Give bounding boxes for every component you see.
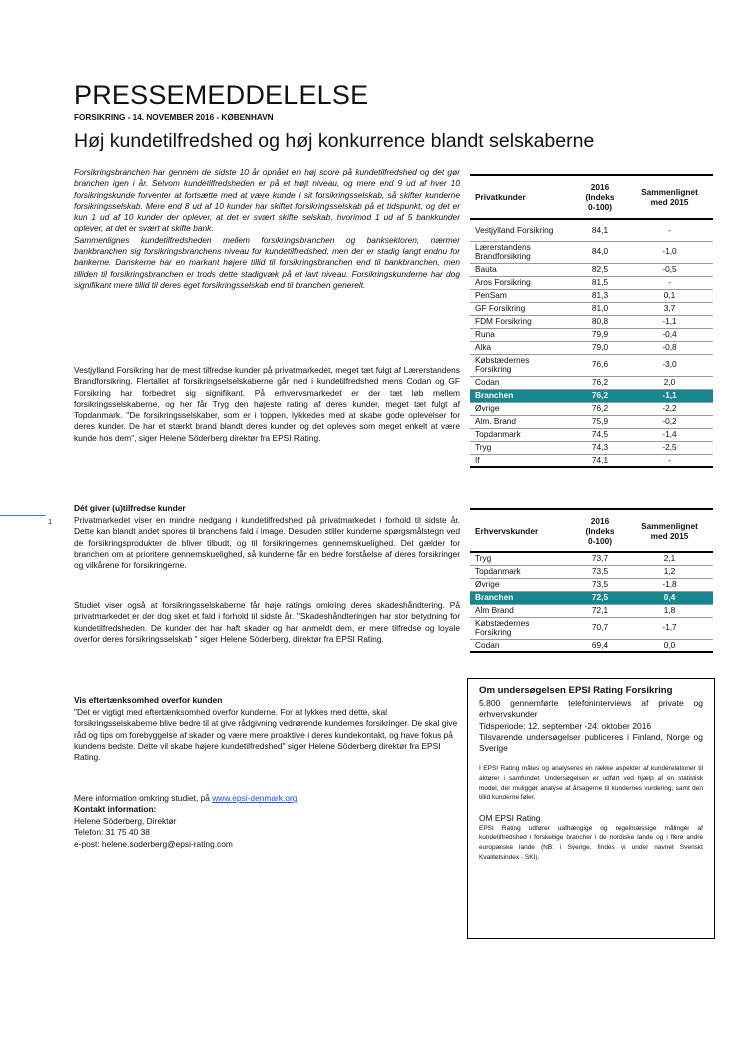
table-row [470,263,713,276]
index-value-cell: 70,7 [574,617,626,639]
table-row [470,341,713,354]
contact-name: Helene Söderberg, Direktør [74,816,177,826]
table-row [470,289,713,302]
private-customers-table [470,174,713,468]
company-name-cell: Tryg [470,441,574,454]
index-value-cell: 76,2 [574,402,626,415]
contact-email: e-post: helene.soderberg@epsi-rating.com [74,839,233,849]
index-value-cell: 81,5 [574,276,626,289]
change-value-cell: - [626,276,713,289]
company-name-cell: FDM Forsikring [470,315,574,328]
change-value-cell: 2,1 [626,552,713,565]
body-paragraph: Studiet viser også at forsikringsselskaberne får høje ratings omkring deres skadeshåndtering. På privatmarkedet er der dog sket et fald i forhold til sidste år. "Skadeshåndteringen har stor betydning for kundetilfredsheden. De kunder der har haft skader og har anmeldt dem, er mere tilfredse og loyale overfor deres forsikringsselskab " siger Helene Söderberg, direktør fra EPSI Rating. [74,600,460,644]
change-value-cell: -1,0 [626,241,713,263]
section-heading: Dét giver (u)tilfredse kunder [74,503,186,513]
company-name-cell: If [470,454,574,467]
change-value-cell: -0,2 [626,415,713,428]
company-name-cell: PenSam [470,289,574,302]
index-value-cell: 79,9 [574,328,626,341]
change-value-cell: 1,8 [626,604,713,617]
company-name-cell: Lærerstandens Brandforsikring [470,241,574,263]
page-number: 1 [48,517,53,526]
company-name-cell: Branchen [470,389,574,402]
change-value-cell: -2,5 [626,441,713,454]
body-paragraph: "Det er vigtigt med eftertænksomhed overfor kunderne. For at lykkes med dette, skal forsikringsselskaberne blive bedre til at give rådgivning vedrørende kundernes forsikringer. De skal give råd og tips om forebyggelse af skader og være mere proaktive i deres kundekontakt, og have fokus på kundens bedste. Dette vil skabe højere kundetilfredshed" siger Helene Söderberg direktør fra EPSI Rating. [74,707,458,763]
intro-section [74,167,460,291]
change-value-cell: -3,0 [626,354,713,376]
company-name-cell: Bauta [470,263,574,276]
table-row [470,302,713,315]
change-value-cell: - [626,454,713,467]
index-value-cell: 84,1 [574,219,626,241]
change-value-cell: 0,0 [626,639,713,652]
change-value-cell: -1,1 [626,315,713,328]
company-name-cell: Købstædernes Forsikring [470,354,574,376]
info-box-description: I EPSI Rating måles og analyseres en række aspekter af kunderelationer til aktører i samfundet. Undersøgelsen er udført ved hjælp af en statistisk model, der muliggør analyse af årsagerne til kundernes vurdering, samt den tillid kunderne føler. [479,765,703,802]
change-value-cell: -1,4 [626,428,713,441]
table-row [470,441,713,454]
company-name-cell: Alm Brand [470,604,574,617]
info-box-line: Tidsperiode: 12. september -24. oktober 2016 [479,720,652,731]
index-value-cell: 72,5 [574,591,626,604]
company-name-cell: Aros Forsikring [470,276,574,289]
table-row [470,639,713,652]
column-header: 2016 (Indeks 0-100) [574,509,626,552]
table-row [470,376,713,389]
change-value-cell: -1,8 [626,578,713,591]
index-value-cell: 81,0 [574,302,626,315]
info-box-line: 5.800 gennemførte telefoninterviews af private og erhvervskunder [479,698,703,720]
index-value-cell: 73,7 [574,552,626,565]
index-value-cell: 73,5 [574,578,626,591]
column-header: Sammenlignet med 2015 [626,509,713,552]
table-row [470,565,713,578]
contact-phone: Telefon: 31 75 40 38 [74,827,150,837]
info-box-title: Om undersøgelsen EPSI Rating Forsikring [479,685,673,696]
headline: Høj kundetilfredshed og høj konkurrence blandt selskaberne [74,130,595,152]
change-value-cell: - [626,219,713,241]
company-name-cell: Øvrige [470,578,574,591]
index-value-cell: 76,6 [574,354,626,376]
table-row [470,415,713,428]
survey-info-box [467,678,715,939]
change-value-cell: 1,2 [626,565,713,578]
company-name-cell: Codan [470,639,574,652]
table-row [470,591,713,604]
company-name-cell: Branchen [470,591,574,604]
intro-paragraph: Sammenlignes kundetilfredsheden mellem forsikringsbranchen og banksektoren, nærmer bankbranchen sig forsikringsbranchens niveau for kundetilfredshed, men der er stadig langt endnu for bankerne. Danskerne har en markant højere tillid til forsikringsbranchen end til bankbranchen, men tilliden til forsikringsbranchen er trods dette stadigvæk på et lavt niveau. Forsikringskunderne har dog signifikant mere tillid til deres eget forsikringsselskab end til branchen generelt. [74,234,460,290]
change-value-cell: 0,1 [626,289,713,302]
intro-paragraph: Forsikringsbranchen har gennem de sidste 10 år opnået en høj score på kundetilfredshed og det gør branchen igen i år. Selvom kundetilfredsheden er på et højt niveau, og mere end 9 ud af hver 10 forsikringskunde forventer at fortsætte med at være kunde i sit forsikringsselskab, så skifter kunderne forsikringsselskab. Mere end 8 ud af 10 kunder har skiftet forsikringsselskab på et tidspunkt, og det er kun 1 ud af 10 kunder der oplever, at det er svært skifte selskab, hvorimod 1 ud af 5 bankkunder oplever, at det er svært at skifte bank. [74,167,460,234]
table-row [470,219,713,241]
margin-rule [0,515,46,516]
index-value-cell: 74,3 [574,441,626,454]
index-value-cell: 84,0 [574,241,626,263]
info-box-subheading: OM EPSI Rating [479,812,541,823]
column-header: Erhvervskunder [470,509,574,552]
company-name-cell: Tryg [470,552,574,565]
company-name-cell: Alm. Brand [470,415,574,428]
change-value-cell: 2,0 [626,376,713,389]
table-row [470,552,713,565]
table-row [470,328,713,341]
company-name-cell: Øvrige [470,402,574,415]
business-customers-table [470,508,713,653]
index-value-cell: 80,8 [574,315,626,328]
change-value-cell: -0,8 [626,341,713,354]
more-info-text: Mere information omkring studiet, på [74,793,213,803]
column-header: 2016 (Indeks 0-100) [574,175,626,219]
index-value-cell: 76,2 [574,376,626,389]
index-value-cell: 72,1 [574,604,626,617]
table-row [470,354,713,376]
body-paragraph: Privatmarkedet viser en mindre nedgang i kundetilfredshed på privatmarkedet i forhold til sidste år. Dette kan blandt andet spores til branchens fald i image. Desuden stiller kunderne spørgsmålstegn ved de forsikringsprodukter de bliver tilbudt, og til forsikringernes gennemskuelighed. Det gælder for branchen om at prioritere gennemskuelighed, så kunderne får en bedre forståelse af deres forsikringer og vilkårene for forsikringerne. [74,515,460,571]
info-box-line: Tilsvarende undersøgelser publiceres i Finland, Norge og Sverige [479,731,703,754]
index-value-cell: 74,5 [574,428,626,441]
index-value-cell: 82,5 [574,263,626,276]
table-row [470,428,713,441]
company-name-cell: Topdanmark [470,565,574,578]
change-value-cell: -0,5 [626,263,713,276]
change-value-cell: -2,2 [626,402,713,415]
index-value-cell: 75,9 [574,415,626,428]
index-value-cell: 69,4 [574,639,626,652]
index-value-cell: 74,1 [574,454,626,467]
company-name-cell: Codan [470,376,574,389]
company-name-cell: Alka [470,341,574,354]
info-box-description: EPSI Rating udfører uafhængige og regelmæssige målinger af kundetilfredshed i forskellige brancher i de nordiske lande og i flere andre europæiske lande (NB: i Sverige, findes vi under navnet Svenskt Kvalitetsindex - SKI). [479,824,703,861]
company-name-cell: Topdanmark [470,428,574,441]
table-row [470,241,713,263]
change-value-cell: -0,4 [626,328,713,341]
more-info [74,793,460,804]
index-value-cell: 76,2 [574,389,626,402]
index-value-cell: 79,0 [574,341,626,354]
section-heading: Vis eftertænksomhed overfor kunden [74,695,223,705]
table-row [470,402,713,415]
page-title: PRESSEMEDDELELSE [74,80,369,110]
company-name-cell: Runa [470,328,574,341]
contact-heading: Kontakt information: [74,804,157,814]
table-row [470,578,713,591]
table-row [470,315,713,328]
index-value-cell: 73,5 [574,565,626,578]
table-row [470,604,713,617]
dateline: FORSIKRING - 14. NOVEMBER 2016 - KØBENHAVN [74,113,274,122]
table-row [470,454,713,467]
company-name-cell: Vestjylland Forsikring [470,219,574,241]
company-name-cell: GF Forsikring [470,302,574,315]
website-link[interactable]: www.epsi-denmark.org [212,793,298,803]
change-value-cell: 3,7 [626,302,713,315]
table-row [470,617,713,639]
column-header: Privatkunder [470,175,574,219]
change-value-cell: -1,1 [626,389,713,402]
column-header: Sammenlignet med 2015 [626,175,713,219]
table-row [470,389,713,402]
table-row [470,276,713,289]
change-value-cell: -1,7 [626,617,713,639]
company-name-cell: Købstædernes Forsikring [470,617,574,639]
index-value-cell: 81,3 [574,289,626,302]
body-paragraph: Vestjylland Forsikring har de mest tilfredse kunder på privatmarkedet, meget tæt fulgt af Lærerstandens Brandforsikring. Flertallet af forsikringselselskaberne går ned i kundetilfredshed mens Codan og GF Forsikring har forbedret sig signifikant. På erhvervsmarkedet er der tæt løb mellem forsikringsselskaberne, og her får Tryg den højeste rating af deres kunder, meget tæt fulgt af Topdanmark. "De forsikringsselskaber, som er i toppen, lykkedes med at skabe gode oplevelser for deres kunder. De har et stærkt brand blandt deres kunder og det opleves som meget enkelt at være kunde hos dem", siger Helene Söderberg direktør fra EPSI Rating. [74,365,460,443]
change-value-cell: 0,4 [626,591,713,604]
